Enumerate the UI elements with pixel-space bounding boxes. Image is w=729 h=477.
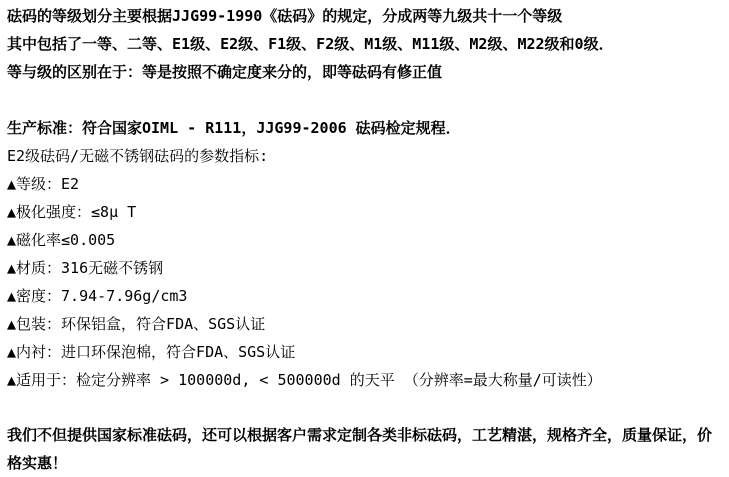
intro-line-1: 砝码的等级划分主要根据JJG99-1990《砝码》的规定，分成两等九级共十一个等级 bbox=[7, 7, 563, 25]
blank-line bbox=[7, 86, 729, 114]
closing-paragraph: 我们不但提供国家标准砝码，还可以根据客户需求定制各类非标砝码，工艺精湛，规格齐全，质量保证，价格实惠！ bbox=[7, 426, 713, 472]
spec-item-inner-lining: ▲内衬：进口环保泡棉，符合FDA、SGS认证 bbox=[7, 343, 296, 361]
spec-item-packaging: ▲包装：环保铝盒，符合FDA、SGS认证 bbox=[7, 315, 266, 333]
spec-item-grade: ▲等级：E2 bbox=[7, 175, 80, 193]
spec-item-material: ▲材质：316无磁不锈钢 bbox=[7, 259, 164, 277]
spec-item-density: ▲密度：7.94-7.96g/cm3 bbox=[7, 287, 188, 305]
spec-item-applicable-balance: ▲适用于：检定分辨率 > 100000d, < 500000d 的天平 （分辨率=最大称量/可读性） bbox=[7, 371, 602, 389]
spec-item-polarization-strength: ▲极化强度：≤8μ T bbox=[7, 203, 137, 221]
intro-line-3: 等与级的区别在于：等是按照不确定度来分的，即等砝码有修正值 bbox=[7, 63, 443, 81]
intro-line-2: 其中包括了一等、二等、E1级、E2级、F1级、F2级、M1级、M11级、M2级、M22级和0级． bbox=[7, 35, 614, 53]
spec-heading: E2级砝码/无磁不锈钢砝码的参数指标: bbox=[7, 147, 269, 165]
spec-item-magnetic-susceptibility: ▲磁化率≤0.005 bbox=[7, 231, 116, 249]
production-standard-line: 生产标准：符合国家OIML - R111，JJG99-2006 砝码检定规程． bbox=[7, 119, 461, 137]
